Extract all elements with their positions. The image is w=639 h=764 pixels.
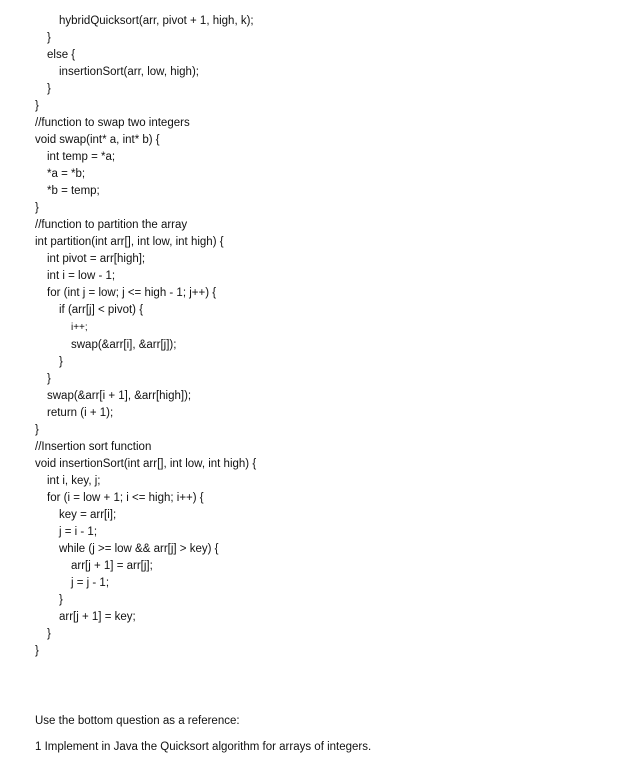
code-line: else { xyxy=(47,49,76,61)
code-line: *a = *b; xyxy=(47,168,86,180)
code-line: } xyxy=(35,100,39,112)
code-line: //function to partition the array xyxy=(35,219,188,231)
code-line: swap(&arr[i], &arr[j]); xyxy=(71,339,177,351)
code-line: for (i = low + 1; i <= high; i++) { xyxy=(47,492,204,504)
code-line: int pivot = arr[high]; xyxy=(47,253,146,265)
code-line: } xyxy=(35,424,39,436)
code-line: swap(&arr[i + 1], &arr[high]); xyxy=(47,390,192,402)
code-line: int i, key, j; xyxy=(47,475,101,487)
code-line: } xyxy=(35,645,39,657)
code-line: hybridQuicksort(arr, pivot + 1, high, k); xyxy=(59,15,254,27)
code-line: arr[j + 1] = arr[j]; xyxy=(71,560,153,572)
code-line: arr[j + 1] = key; xyxy=(59,611,136,623)
code-line: return (i + 1); xyxy=(47,407,114,419)
code-line: key = arr[i]; xyxy=(59,509,117,521)
code-line: } xyxy=(47,373,51,385)
code-line: while (j >= low && arr[j] > key) { xyxy=(59,543,219,555)
code-line: void insertionSort(int arr[], int low, int high) { xyxy=(35,458,257,470)
code-line: int partition(int arr[], int low, int high) { xyxy=(35,236,224,248)
code-line: } xyxy=(59,594,63,606)
code-line: j = i - 1; xyxy=(59,526,98,538)
question-text: 1 Implement in Java the Quicksort algorithm for arrays of integers. xyxy=(35,741,372,753)
code-line: i++; xyxy=(71,322,88,333)
code-line: j = j - 1; xyxy=(71,577,110,589)
code-line: int temp = *a; xyxy=(47,151,116,163)
code-line: *b = temp; xyxy=(47,185,100,197)
code-line: } xyxy=(59,356,63,368)
code-line: int i = low - 1; xyxy=(47,270,116,282)
reference-note: Use the bottom question as a reference: xyxy=(35,715,240,727)
code-line: } xyxy=(47,628,51,640)
code-line: } xyxy=(47,32,51,44)
code-line: //function to swap two integers xyxy=(35,117,190,129)
code-line: } xyxy=(35,202,39,214)
code-line: if (arr[j] < pivot) { xyxy=(59,304,144,316)
code-line: void swap(int* a, int* b) { xyxy=(35,134,160,146)
code-line: } xyxy=(47,83,51,95)
code-line: for (int j = low; j <= high - 1; j++) { xyxy=(47,287,217,299)
code-line: insertionSort(arr, low, high); xyxy=(59,66,199,78)
code-line: //Insertion sort function xyxy=(35,441,152,453)
